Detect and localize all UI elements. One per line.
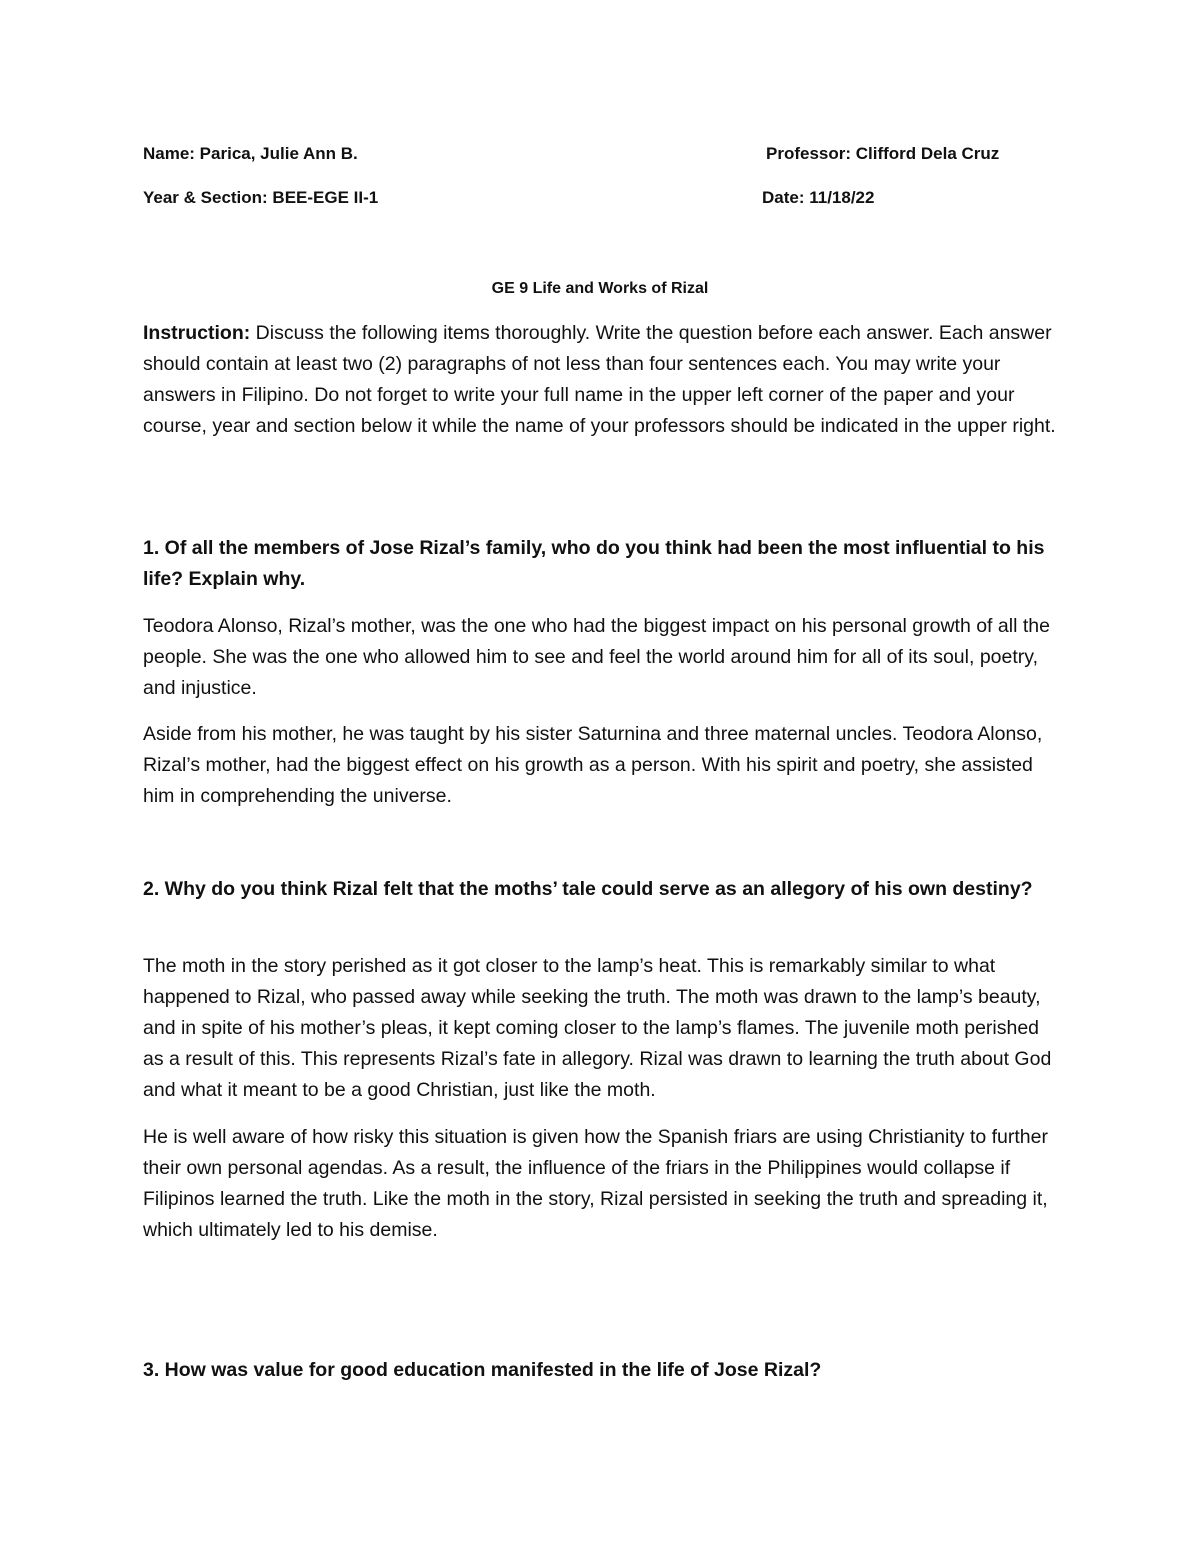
instruction-paragraph — [143, 318, 1063, 442]
year-section: Year & Section: BEE-EGE II-1 — [143, 188, 379, 207]
student-name: Name: Parica, Julie Ann B. — [143, 144, 358, 163]
document-title: GE 9 Life and Works of Rizal — [491, 280, 709, 297]
date: Date: 11/18/22 — [762, 188, 875, 207]
question-3: 3. How was value for good education manifested in the life of Jose Rizal? — [143, 1359, 822, 1381]
instruction-label: Instruction: — [143, 322, 251, 344]
answer-2-paragraph-2: He is well aware of how risky this situation is given how the Spanish friars are using Christianity to further their own personal agendas. As a result, the influence of the friars in the Philippines would collapse if Filipinos learned the truth. Like the moth in the story, Rizal persisted in seeking the truth and spreading it, which ultimately led to his demise. — [143, 1126, 1048, 1241]
answer-2-paragraph-1: The moth in the story perished as it got closer to the lamp’s heat. This is remarkably similar to what happened to Rizal, who passed away while seeking the truth. The moth was drawn to the lamp’s beauty, and in spite of his mother’s pleas, it kept coming closer to the lamp’s flames. The juvenile moth perished as a result of this. This represents Rizal’s fate in allegory. Rizal was drawn to learning the truth about God and what it meant to be a good Christian, just like the moth. — [143, 955, 1052, 1101]
question-2: 2. Why do you think Rizal felt that the moths’ tale could serve as an allegory of his own destiny? — [143, 878, 1033, 900]
question-1: 1. Of all the members of Jose Rizal’s family, who do you think had been the most influential to his life? Explain why. — [143, 537, 1045, 590]
instruction-text: Discuss the following items thoroughly. Write the question before each answer. Each answer should contain at least two (2) paragraphs of not less than four sentences each. You may write your answers in Filipino. Do not forget to write your full name in the upper left corner of the paper and your course, year and section below it while the name of your professors should be indicated in the upper right. — [143, 322, 1056, 437]
answer-1-paragraph-1: Teodora Alonso, Rizal’s mother, was the one who had the biggest impact on his personal growth of all the people. She was the one who allowed him to see and feel the world around him for all of its soul, poetry, and injustice. — [143, 615, 1050, 699]
answer-1-paragraph-2: Aside from his mother, he was taught by his sister Saturnina and three maternal uncles. Teodora Alonso, Rizal’s mother, had the biggest effect on his growth as a person. With his spirit and poetry, she assisted him in comprehending the universe. — [143, 723, 1043, 807]
professor-name: Professor: Clifford Dela Cruz — [766, 144, 1000, 163]
